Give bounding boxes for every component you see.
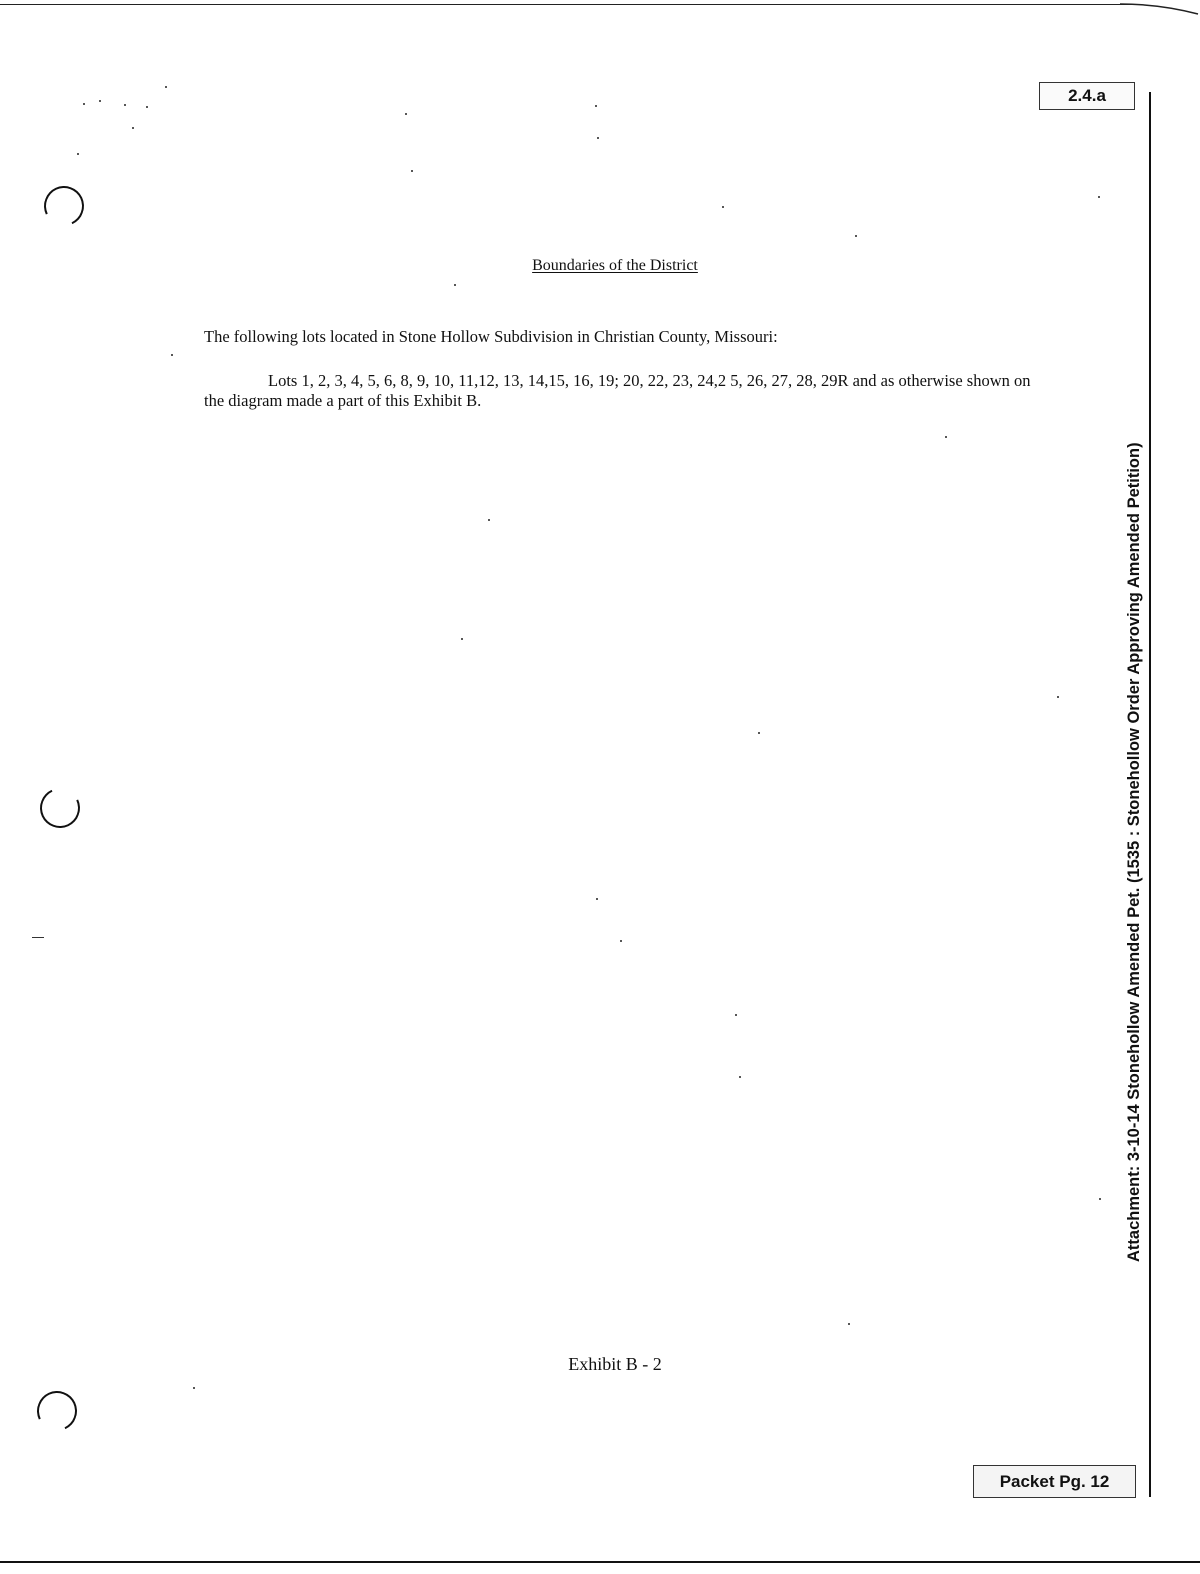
scan-speck (735, 1014, 737, 1016)
page-curl-mark (1120, 0, 1200, 16)
agenda-item-badge: 2.4.a (1039, 82, 1135, 110)
scan-speck (461, 638, 463, 640)
scan-speck (77, 153, 79, 155)
scan-speck (620, 940, 622, 942)
scan-speck (945, 436, 947, 438)
scan-speck (722, 206, 724, 208)
scan-speck (488, 519, 490, 521)
scan-speck (454, 284, 456, 286)
hole-punch-icon (31, 1385, 82, 1436)
page-title: Boundaries of the District (532, 257, 698, 274)
scan-speck (739, 1076, 741, 1078)
intro-paragraph: The following lots located in Stone Hollow Subdivision in Christian County, Missouri: (204, 327, 778, 346)
scan-speck (1057, 696, 1059, 698)
scan-speck (758, 732, 760, 734)
scan-speck (132, 127, 134, 129)
scan-speck (1099, 1198, 1101, 1200)
scan-speck (411, 170, 413, 172)
scan-speck (165, 86, 167, 88)
scan-speck (855, 235, 857, 237)
hole-punch-icon (34, 782, 85, 833)
packet-page-badge: Packet Pg. 12 (973, 1465, 1136, 1498)
scan-speck (83, 103, 85, 105)
scan-speck (405, 113, 407, 115)
attachment-label: Attachment: 3-10-14 Stonehollow Amended Pet. (1535 : Stonehollow Order Approving Amended Petition) (1125, 442, 1143, 1262)
scan-speck (1098, 196, 1100, 198)
scan-top-edge (0, 4, 1140, 5)
hole-punch-icon (38, 180, 89, 231)
scan-speck (171, 354, 173, 356)
scan-speck (193, 1387, 195, 1389)
lots-paragraph: Lots 1, 2, 3, 4, 5, 6, 8, 9, 10, 11,12, 13, 14,15, 16, 19; 20, 22, 23, 24,2 5, 26, 27, 28, 29R and as otherwise shown on the diagram made a part of this Exhibit B. (204, 371, 1031, 410)
scan-speck (596, 898, 598, 900)
right-margin-rule (1149, 92, 1151, 1497)
scan-speck (595, 105, 597, 107)
scan-bottom-edge (0, 1561, 1200, 1563)
scan-speck (848, 1323, 850, 1325)
scan-speck (99, 100, 101, 102)
scan-mark (32, 937, 44, 938)
scan-speck (124, 104, 126, 106)
exhibit-label: Exhibit B - 2 (568, 1354, 662, 1374)
scan-speck (146, 106, 148, 108)
scan-speck (597, 137, 599, 139)
